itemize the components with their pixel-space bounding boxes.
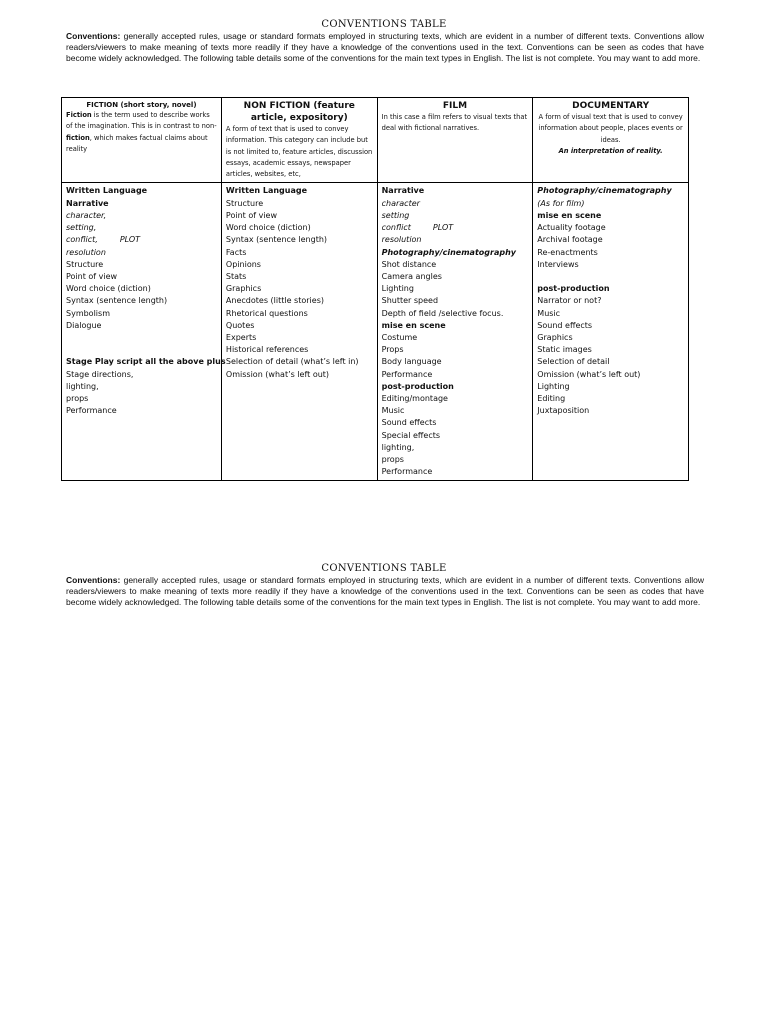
list-item-text: Editing/montage [381, 393, 448, 403]
list-item-text: Word choice (diction) [225, 223, 311, 233]
documentary-description [537, 112, 684, 157]
intro-label-2: Conventions: [66, 575, 121, 585]
list-item-text: Performance [66, 406, 117, 416]
fiction-list-cell [62, 183, 226, 481]
list-item-text: setting, [66, 223, 97, 233]
list-item-text: post-production [537, 284, 610, 294]
list-item [66, 271, 217, 283]
documentary-desc-bold: An interpretation of reality. [558, 146, 663, 155]
list-item-text: Syntax (sentence length) [66, 296, 168, 306]
list-item-text: Performance [381, 467, 433, 477]
list-item [537, 356, 684, 368]
documentary-header-cell [533, 98, 689, 183]
list-item-text: Structure [66, 259, 104, 269]
list-item-text: Special effects [381, 430, 441, 440]
list-item-text: props [381, 454, 404, 464]
list-item [226, 369, 373, 381]
list-item-text: character [381, 198, 420, 208]
list-item [226, 259, 373, 271]
nonfiction-header-cell [221, 98, 377, 183]
list-item [66, 198, 217, 210]
list-item [537, 198, 684, 210]
list-item [66, 405, 217, 417]
list-item [66, 210, 217, 222]
list-item-text: Selection of detail (what’s left in) [225, 357, 359, 367]
film-header: FILM [442, 101, 468, 111]
list-item-text: Written Language [66, 186, 148, 196]
list-item-text: Word choice (diction) [66, 284, 151, 294]
nonfiction-list-cell [221, 183, 377, 481]
conventions-table [61, 97, 689, 481]
list-item [537, 259, 684, 271]
list-item [66, 185, 217, 197]
list-item [66, 234, 217, 246]
list-item [382, 454, 529, 466]
list-item [382, 234, 529, 246]
list-item-text: Camera angles [381, 271, 442, 281]
list-item-text: Costume [381, 332, 418, 342]
list-item [382, 381, 529, 393]
list-item-text: Narrative [66, 198, 109, 208]
list-item [537, 234, 684, 246]
list-item-text: Props [381, 345, 404, 355]
list-item [226, 185, 373, 197]
list-item [66, 259, 217, 271]
list-item-text: Point of view [225, 210, 278, 220]
list-item [226, 234, 373, 246]
list-item-text: Lighting [537, 381, 570, 391]
list-item [382, 369, 529, 381]
list-item-text: Omission (what’s left out) [225, 369, 330, 379]
fiction-header-cell [62, 98, 222, 183]
list-item [382, 356, 529, 368]
list-item-text: Music [537, 308, 561, 318]
list-item-text: Depth of field /selective focus. [381, 308, 504, 318]
list-item-text: resolution [381, 235, 422, 245]
list-item [66, 283, 217, 295]
document-title-2: CONVENTIONS TABLE [321, 563, 447, 574]
list-item-text: Narrative [381, 186, 425, 196]
list-item [537, 344, 684, 356]
fiction-header: FICTION (short story, novel) [86, 101, 197, 109]
fiction-desc-part2: , which makes factual claims about reality [66, 133, 208, 153]
list-item-text: Sound effects [537, 320, 593, 330]
list-item-text: Graphics [225, 284, 262, 294]
documentary-list [537, 185, 684, 417]
list-spacer [537, 271, 684, 283]
list-item [382, 332, 529, 344]
film-list-cell [377, 183, 533, 481]
list-item [382, 198, 529, 210]
intro-paragraph-2 [66, 575, 704, 609]
list-item [66, 369, 217, 381]
list-item [537, 393, 684, 405]
list-item [537, 308, 684, 320]
table-body-row [62, 183, 689, 481]
fiction-term: Fiction [66, 111, 92, 119]
list-item-text: resolution [66, 247, 106, 257]
document-title: CONVENTIONS TABLE [321, 19, 447, 30]
list-item-text: lighting, [66, 381, 99, 391]
list-item-text: mise en scene [537, 210, 602, 220]
film-header-cell [377, 98, 533, 183]
documentary-list-cell [533, 183, 689, 481]
list-item [537, 405, 684, 417]
list-item [382, 405, 529, 417]
list-item [382, 259, 529, 271]
list-item [66, 295, 217, 307]
list-item-text: setting [381, 210, 410, 220]
list-item-text: Photography/cinematography [537, 186, 672, 196]
list-item-text: Anecdotes (little stories) [225, 296, 324, 306]
list-item [226, 247, 373, 259]
list-item [226, 222, 373, 234]
list-spacer [66, 344, 217, 356]
list-item [66, 308, 217, 320]
list-item [537, 283, 684, 295]
list-item [66, 393, 217, 405]
list-item [66, 247, 217, 259]
fiction-desc-bold: fiction [66, 133, 90, 142]
list-item [382, 344, 529, 356]
list-item-text: Shot distance [381, 259, 437, 269]
intro-label: Conventions: [66, 31, 121, 41]
list-item [382, 295, 529, 307]
list-item-text: Opinions [225, 259, 261, 269]
intro-paragraph [66, 31, 704, 65]
list-item [537, 210, 684, 222]
list-item-text: Graphics [537, 332, 573, 342]
list-item-text: conflict, [66, 235, 98, 245]
list-item [382, 210, 529, 222]
list-item-text: Static images [537, 345, 592, 355]
list-item-text: conflict [381, 223, 411, 233]
list-item [382, 393, 529, 405]
list-item-text: Written Language [225, 186, 308, 196]
list-item-text: Dialogue [66, 320, 102, 330]
list-item-text: Stats [225, 271, 247, 281]
list-item-text: Point of view [66, 271, 118, 281]
list-item-text: Body language [381, 357, 442, 367]
list-item-text: Archival footage [537, 235, 603, 245]
list-item [382, 466, 529, 478]
documentary-desc-text: A form of visual text that is used to convey information about people, places events or ideas. [538, 113, 683, 144]
list-item-text: Re-enactments [537, 247, 598, 257]
list-item [382, 320, 529, 332]
list-item [537, 320, 684, 332]
list-item-text: mise en scene [381, 320, 446, 330]
documentary-header: DOCUMENTARY [572, 101, 650, 111]
nonfiction-description: A form of text that is used to convey information. This category can include but is not limited to, feature articles, discussion essays, academic essays, newspaper articles, websites, etc, [225, 125, 373, 179]
table-header-row [62, 98, 689, 183]
list-item-text: Interviews [537, 259, 579, 269]
list-item-text: Omission (what’s left out) [537, 369, 641, 379]
nonfiction-header: NON FICTION (feature article, expository) [243, 101, 355, 123]
list-item [382, 222, 529, 234]
list-item [382, 442, 529, 454]
list-item-text: Editing [537, 393, 566, 403]
list-item [226, 295, 373, 307]
list-item [226, 283, 373, 295]
list-item [226, 356, 373, 368]
intro-text-2: generally accepted rules, usage or standard formats employed in structuring texts, which are evident in a number of different texts. Conventions allow readers/viewers to make meaning of texts more readily if they have a knowledge of the conventions used in the text. Conventions can be seen as codes that have become widely acknowledged. The following table details some of the conventions for the main text types in English. The list is not complete. You may want to add more. [66, 575, 704, 608]
list-item [226, 332, 373, 344]
list-item [537, 295, 684, 307]
fiction-desc-part1: is the term used to describe works of the imagination. This is in contrast to non- [66, 111, 217, 131]
list-item [537, 185, 684, 197]
nonfiction-list [226, 185, 373, 380]
list-item-text: Experts [225, 332, 257, 342]
list-item [226, 308, 373, 320]
list-item-text: Narrator or not? [537, 296, 602, 306]
list-item [66, 381, 217, 393]
list-item [537, 381, 684, 393]
list-item [226, 210, 373, 222]
list-item-text: Structure [225, 198, 264, 208]
list-item-text: Stage directions, [66, 369, 134, 379]
plot-label: PLOT [432, 223, 454, 233]
list-item-text: Quotes [225, 320, 255, 330]
list-item-text: post-production [381, 381, 454, 391]
list-item [382, 417, 529, 429]
list-item-text: (As for film) [537, 198, 585, 208]
list-item-text: Actuality footage [537, 223, 606, 233]
list-item [226, 320, 373, 332]
list-item-text: Historical references [225, 345, 309, 355]
list-item [537, 247, 684, 259]
list-item [226, 198, 373, 210]
list-item [537, 369, 684, 381]
fiction-description [66, 110, 217, 155]
intro-text: generally accepted rules, usage or standard formats employed in structuring texts, which are evident in a number of different texts. Conventions allow readers/viewers to make meaning of texts more readily if they have a knowledge of the conventions used in the text. Conventions can be seen as codes that have become widely acknowledged. The following table details some of the conventions for the main text types in English. The list is not complete. You may want to add more. [66, 31, 704, 64]
list-item [226, 271, 373, 283]
list-item [66, 320, 217, 332]
list-item [382, 308, 529, 320]
film-list [382, 185, 529, 478]
list-item-text: lighting, [381, 442, 415, 452]
list-item-text: Sound effects [381, 418, 437, 428]
list-item-text: Stage Play script all the above plus [66, 357, 226, 367]
list-item-text: props [66, 393, 89, 403]
list-item [382, 271, 529, 283]
list-item-text: Performance [381, 369, 433, 379]
list-item-text: Syntax (sentence length) [225, 235, 328, 245]
list-item-text: Lighting [381, 284, 414, 294]
list-item [66, 222, 217, 234]
list-item-text: Rhetorical questions [225, 308, 308, 318]
list-item-text: Facts [225, 247, 247, 257]
list-item-text: Juxtaposition [537, 406, 590, 416]
list-item [537, 332, 684, 344]
list-spacer [66, 332, 217, 344]
film-description: In this case a film refers to visual texts that deal with fictional narratives. [381, 113, 528, 133]
list-item [382, 185, 529, 197]
list-item [382, 430, 529, 442]
list-item-text: Selection of detail [537, 357, 610, 367]
list-item-text: Symbolism [66, 308, 110, 318]
list-item [382, 247, 529, 259]
plot-label: PLOT [119, 235, 141, 245]
list-item [382, 283, 529, 295]
list-item-text: Shutter speed [381, 296, 439, 306]
list-item [66, 356, 226, 368]
list-item-text: Music [381, 406, 405, 416]
list-item-text: Photography/cinematography [381, 247, 516, 257]
list-item [537, 222, 684, 234]
list-item [226, 344, 373, 356]
list-item-text: character, [66, 210, 107, 220]
fiction-list [66, 185, 226, 417]
